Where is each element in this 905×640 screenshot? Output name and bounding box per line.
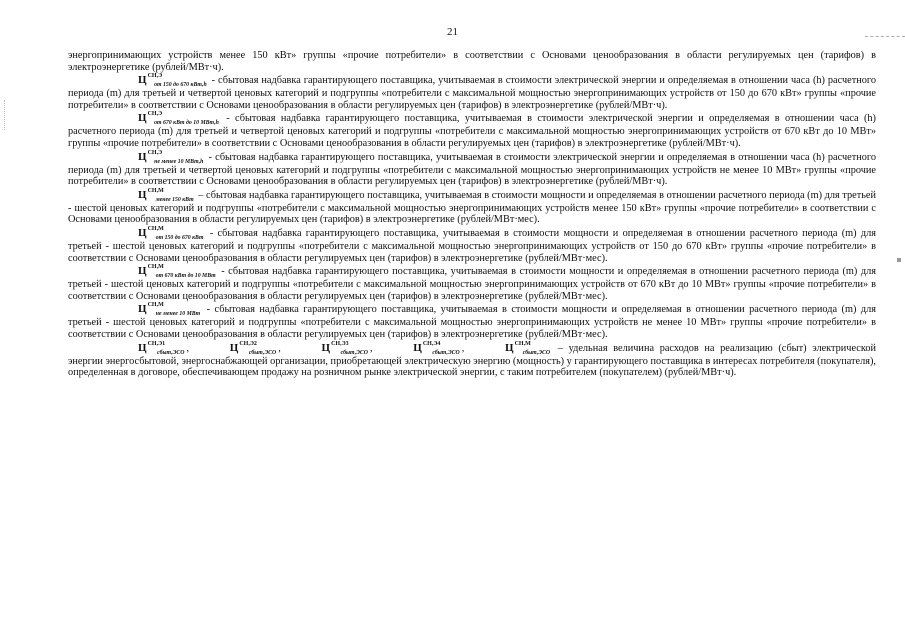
symbol-base: Ц — [413, 341, 422, 354]
formula-symbol — [470, 340, 552, 356]
symbol-base: Ц — [138, 341, 147, 354]
definition-paragraph — [68, 266, 876, 302]
symbol-separator: , — [461, 342, 470, 354]
symbol-superscript: СН,Э3 — [331, 340, 349, 347]
paragraph-text: энергопринимающих устройств менее 150 кВт» группы «прочие потребители» в соответствии с Основами ценообразования в области регулируемых цен (тарифов) в электроэнергетике (рублей/МВт·ч). — [68, 50, 876, 73]
symbol-subscript: сбыт,ЭСО — [432, 349, 460, 356]
definition-paragraph — [68, 113, 876, 149]
symbol-superscript: СН,Э — [147, 111, 163, 118]
definition-paragraph — [68, 149, 876, 188]
symbol-base: Ц — [138, 226, 147, 239]
formula-symbol — [195, 340, 278, 356]
symbol-base: Ц — [229, 341, 239, 354]
symbol-superscript: СН,Э2 — [239, 340, 257, 347]
symbol-superscript: СН,М — [147, 187, 164, 194]
paragraph-text: - сбытовая надбавка гарантирующего поставщика, учитываемая в стоимости электрической энергии и определяемая в отношении часа (h) расчетного периода (m) для третьей и четвертой ценовых категорий и подгруппы «потребители с максимальной мощностью энергопринимающих устройств не менее 10 МВт» группы «прочие потребители» в соответствии с Основами ценообразования в области регулируемых цен (тарифов) в электроэнергетике (рублей/МВт·ч). — [68, 151, 876, 188]
document-body — [68, 50, 876, 381]
paragraph-text: - сбытовая надбавка гарантирующего поставщика, учитываемая в стоимости электрической энергии и определяемая в отношении часа (h) расчетного периода (m) для третьей и четвертой ценовых категорий и подгруппы «потребители с максимальной мощностью энергопринимающих устройств от 150 до 670 кВт» группы «прочие потребители» в соответствии с Основами ценообразования в области регулируемых цен (тарифов) в электроэнергетике (рублей/МВт·ч). — [68, 75, 876, 111]
symbol-base: Ц — [138, 150, 147, 163]
symbol-superscript: СН,Э1 — [147, 340, 166, 347]
symbol-base: Ц — [138, 188, 147, 201]
final-definition-paragraph — [68, 340, 877, 379]
formula-symbol — [103, 340, 186, 356]
symbol-subscript: от 150 до 670 кВт,h — [154, 82, 207, 89]
paragraph-text: - сбытовая надбавка гарантирующего поставщика, учитываемая в стоимости мощности и определяемая в отношении расчетного периода (m) для третьей - шестой ценовых категорий и подгруппы «потребители с максимальной мощностью энергопринимающих устройств от 150 до 670 кВт» группы «прочие потребители» в соответствии с Основами ценообразования в области регулируемых цен (тарифов) в электроэнергетике (рублей/МВт·мес). — [68, 227, 876, 264]
formula-symbol — [103, 113, 221, 126]
symbol-subscript: не менее 10 МВт — [155, 311, 201, 318]
formula-symbol — [287, 340, 370, 356]
formula-symbol — [103, 304, 202, 317]
symbol-base: Ц — [138, 303, 147, 316]
paragraph-text: - сбытовая надбавка гарантирующего поставщика, учитываемая в стоимости мощности и определяемая в отношении расчетного периода (m) для третьей - шестой ценовых категорий и подгруппы «потребители с максимальной мощностью энергопринимающих устройств от 670 кВт до 10 МВт» группы «прочие потребители» в соответствии с Основами ценообразования в области регулируемых цен (тарифов) в электроэнергетике (рублей/МВт·мес). — [68, 266, 876, 302]
symbol-base: Ц — [138, 112, 147, 125]
symbol-subscript: сбыт,ЭСО — [157, 349, 185, 356]
symbol-subscript: не менее 10 МВт,h — [154, 158, 204, 165]
symbol-subscript: от 150 до 670 кВт — [155, 234, 204, 241]
formula-symbol — [103, 75, 209, 88]
symbol-base: Ц — [321, 341, 331, 354]
symbol-subscript: менее 150 кВт — [155, 196, 194, 203]
symbol-base: Ц — [138, 74, 147, 87]
symbol-subscript: от 670 кВт до 10 МВт,h — [154, 120, 219, 127]
formula-symbol — [103, 266, 218, 279]
formula-symbol — [103, 149, 205, 165]
symbol-subscript: сбыт,ЭСО — [248, 349, 277, 356]
page-number: 21 — [447, 26, 458, 38]
symbol-separator: , — [278, 342, 287, 354]
scan-margin-mark — [4, 100, 8, 130]
formula-symbol-group — [103, 340, 558, 356]
symbol-superscript: СН,Э — [147, 149, 163, 156]
paragraph-text: – сбытовая надбавка гарантирующего поставщика, учитываемая в стоимости мощности и определяемая в отношении расчетного периода (m) для третьей - шестой ценовых категорий и подгруппы «потребители с максимальной мощностью энергопринимающих устройств менее 150 кВт» группы «прочие потребители» в соответствии с Основами ценообразования в области регулируемых цен (тарифов) в электроэнергетике (рублей/МВт·мес). — [68, 189, 876, 226]
symbol-superscript: СН,М — [147, 264, 164, 271]
symbol-subscript: от 670 кВт до 10 МВт — [155, 273, 216, 280]
symbol-superscript: СН,М — [147, 302, 164, 309]
symbol-base: Ц — [138, 265, 147, 278]
paragraph-text: - сбытовая надбавка гарантирующего поставщика, учитываемая в стоимости мощности и определяемая в отношении расчетного периода (m) для третьей - шестой ценовых категорий и подгруппы «потребители с максимальной мощностью энергопринимающих устройств не менее 10 МВт» группы «прочие потребители» в соответствии с Основами ценообразования в области регулируемых цен (тарифов) в электроэнергетике (рублей/МВт·мес). — [68, 304, 876, 340]
formula-symbol — [378, 340, 461, 356]
definition-paragraph — [68, 187, 876, 226]
symbol-superscript: СН,М — [147, 225, 164, 232]
symbol-superscript: СН,Э4 — [422, 340, 441, 347]
paragraph-continuation — [68, 50, 876, 73]
symbol-base: Ц — [505, 341, 514, 354]
symbol-subscript: сбыт,ЭСО — [522, 349, 551, 356]
scan-margin-dot — [897, 258, 901, 262]
definition-paragraph — [68, 75, 876, 111]
symbol-superscript: СН,М — [514, 340, 531, 347]
symbol-subscript: сбыт,ЭСО — [340, 349, 368, 356]
symbol-superscript: СН,Э — [147, 73, 163, 80]
definition-paragraph — [68, 225, 876, 264]
paragraph-text: - сбытовая надбавка гарантирующего поставщика, учитываемая в стоимости электрической энергии и определяемая в отношении часа (h) расчетного периода (m) для третьей и четвертой ценовых категорий и подгруппы «потребители с максимальной мощностью энергопринимающих устройств от 670 кВт до 10 МВт» группы «прочие потребители» в соответствии с Основами ценообразования в области регулируемых цен (тарифов) в электроэнергетике (рублей/МВт·ч). — [68, 113, 876, 149]
symbol-separator: , — [186, 342, 195, 354]
formula-symbol — [103, 187, 196, 203]
paragraph-text: – удельная величина расходов на реализацию (сбыт) электрической энергии энергосбытовой, энергоснабжающей организации, приобретающей электрическую энергию (мощность) у гарантирующего поставщика в интересах потребителя (покупателя), определенная в договоре, обеспечивающем продажу на розничном рынке электрической энергии, с таким потребителем (покупателем) (рублей/МВт·ч). — [68, 342, 877, 379]
definition-paragraph — [68, 304, 876, 340]
formula-symbol — [103, 225, 206, 241]
symbol-separator: , — [369, 342, 379, 354]
